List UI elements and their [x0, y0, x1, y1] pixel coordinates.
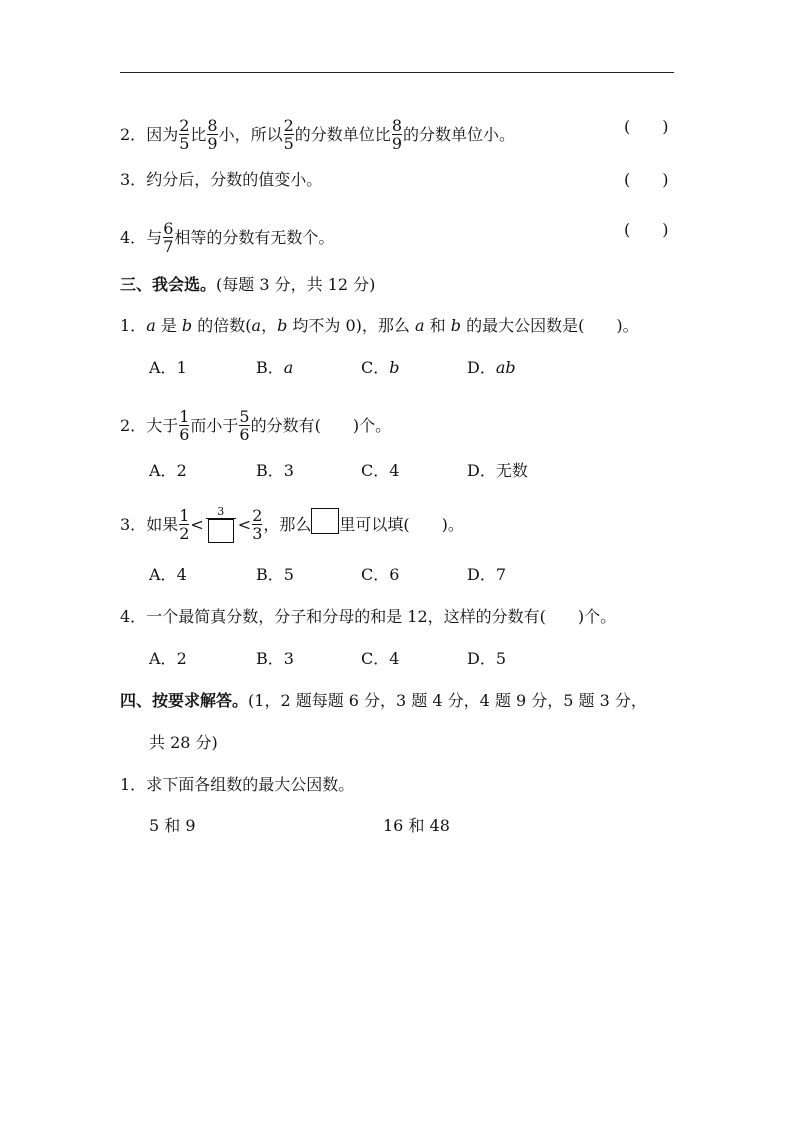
fraction: $\frac{5}{6}$ — [239, 407, 250, 444]
section-note: 共 28 分) — [149, 733, 218, 752]
less-than-sign: < — [237, 514, 252, 534]
section-4-note-cont — [149, 733, 218, 753]
option-b[interactable]: B．a — [256, 358, 294, 377]
question-text: 的最大公因数是( )。 — [461, 316, 639, 335]
question-text: 约分后，分数的值变小。 — [146, 170, 323, 189]
choice-question-4 — [120, 607, 616, 627]
fraction — [284, 117, 294, 152]
denominator: 5 — [179, 134, 190, 153]
question-text: ，那么 — [263, 514, 312, 534]
section-note: (每题 3 分，共 12 分) — [216, 275, 376, 294]
section-title: 三、我会选。 — [120, 275, 217, 294]
answer-paren[interactable]: ( ) — [624, 220, 669, 239]
judge-question-2 — [120, 117, 515, 152]
answer-question-1 — [120, 775, 354, 795]
section-4-heading — [120, 691, 647, 711]
option-d[interactable]: D．无数 — [467, 461, 528, 480]
question-text: 是 — [155, 316, 182, 335]
question-text: 的分数单位比 — [294, 124, 391, 144]
option-c[interactable]: C．4 — [361, 461, 400, 480]
header-rule — [120, 72, 674, 73]
judge-question-4 — [120, 220, 334, 255]
numerator: 6 — [163, 219, 174, 238]
option-d[interactable]: D．7 — [467, 565, 507, 584]
judge-question-3 — [120, 170, 322, 190]
fraction: $\frac{1}{2}$ — [179, 506, 190, 543]
choice-question-2 — [120, 408, 391, 443]
question-text: 里可以填( )。 — [339, 514, 464, 534]
fraction — [163, 220, 173, 255]
fraction — [207, 117, 217, 152]
numerator: 2 — [179, 116, 190, 135]
variable: b — [181, 316, 193, 335]
question-text: 均不为 0)，那么 — [287, 316, 416, 335]
question-text: 的分数有( )个。 — [250, 415, 392, 435]
less-than-sign: < — [190, 514, 204, 534]
answer-paren[interactable]: ( ) — [624, 170, 669, 189]
question-number: 4． — [120, 607, 147, 626]
box-fraction: 3 — [206, 506, 236, 543]
question-text: 而小于 — [190, 415, 239, 435]
fraction: $\frac{1}{6}$ — [179, 407, 190, 444]
question-text: ， — [261, 316, 278, 335]
variable: a — [415, 316, 425, 335]
option-c[interactable]: C．6 — [361, 565, 400, 584]
question-text: 与 — [146, 227, 163, 247]
question-text: 小，所以 — [218, 124, 283, 144]
section-3-heading — [120, 275, 375, 295]
question-text: 比 — [190, 124, 207, 144]
option-a[interactable]: A．2 — [149, 649, 187, 668]
variable: b — [450, 316, 461, 335]
option-c[interactable]: C．b — [361, 358, 400, 377]
option-a[interactable]: A．2 — [149, 461, 187, 480]
option-b[interactable]: B．3 — [256, 461, 294, 480]
question-text: 相等的分数有无数个。 — [174, 227, 335, 247]
option-d[interactable]: D．ab — [467, 358, 516, 377]
question-text: 如果 — [146, 514, 179, 534]
denominator: 7 — [163, 237, 174, 256]
question-number: 4． — [120, 227, 147, 247]
question-number: 3． — [120, 170, 147, 189]
question-text: 因为 — [146, 124, 179, 144]
question-text: 的分数单位小。 — [403, 124, 516, 144]
answer-paren[interactable]: ( ) — [624, 117, 669, 136]
section-note: (1，2 题每题 6 分，3 题 4 分，4 题 9 分，5 题 3 分， — [248, 691, 647, 710]
option-b[interactable]: B．3 — [256, 649, 294, 668]
blank-box[interactable] — [208, 519, 234, 543]
option-b[interactable]: B．5 — [256, 565, 294, 584]
question-number: 1． — [120, 775, 147, 794]
numerator: 8 — [207, 116, 218, 135]
fraction: $\frac{2}{3}$ — [252, 506, 263, 543]
denominator: 9 — [207, 134, 218, 153]
question-number: 3． — [120, 514, 147, 534]
problem-pair-1: 5 和 9 — [149, 816, 196, 835]
question-text: 的倍数( — [192, 316, 252, 335]
question-text: 求下面各组数的最大公因数。 — [146, 775, 355, 794]
option-a[interactable]: A．4 — [149, 565, 187, 584]
fraction — [392, 117, 402, 152]
variable: b — [277, 316, 288, 335]
option-a[interactable]: A．1 — [149, 358, 187, 377]
choice-question-3 — [120, 506, 464, 543]
section-title: 四、按要求解答。 — [120, 691, 249, 710]
denominator: 5 — [283, 134, 294, 153]
variable: a — [251, 316, 262, 335]
numerator: 8 — [391, 116, 402, 135]
question-text: 一个最简真分数，分子和分母的和是 12，这样的分数有( )个。 — [146, 607, 617, 626]
problem-pair-2: 16 和 48 — [383, 816, 450, 835]
question-number: 2． — [120, 415, 147, 435]
question-number: 2． — [120, 124, 147, 144]
choice-question-1 — [120, 316, 639, 336]
variable: a — [146, 316, 156, 335]
question-number: 1． — [120, 316, 147, 335]
numerator: 2 — [283, 116, 294, 135]
option-d[interactable]: D．5 — [467, 649, 507, 668]
question-text: 和 — [424, 316, 451, 335]
option-c[interactable]: C．4 — [361, 649, 400, 668]
fraction — [179, 117, 189, 152]
question-text: 大于 — [146, 415, 179, 435]
denominator: 9 — [391, 134, 402, 153]
blank-box — [311, 508, 339, 534]
